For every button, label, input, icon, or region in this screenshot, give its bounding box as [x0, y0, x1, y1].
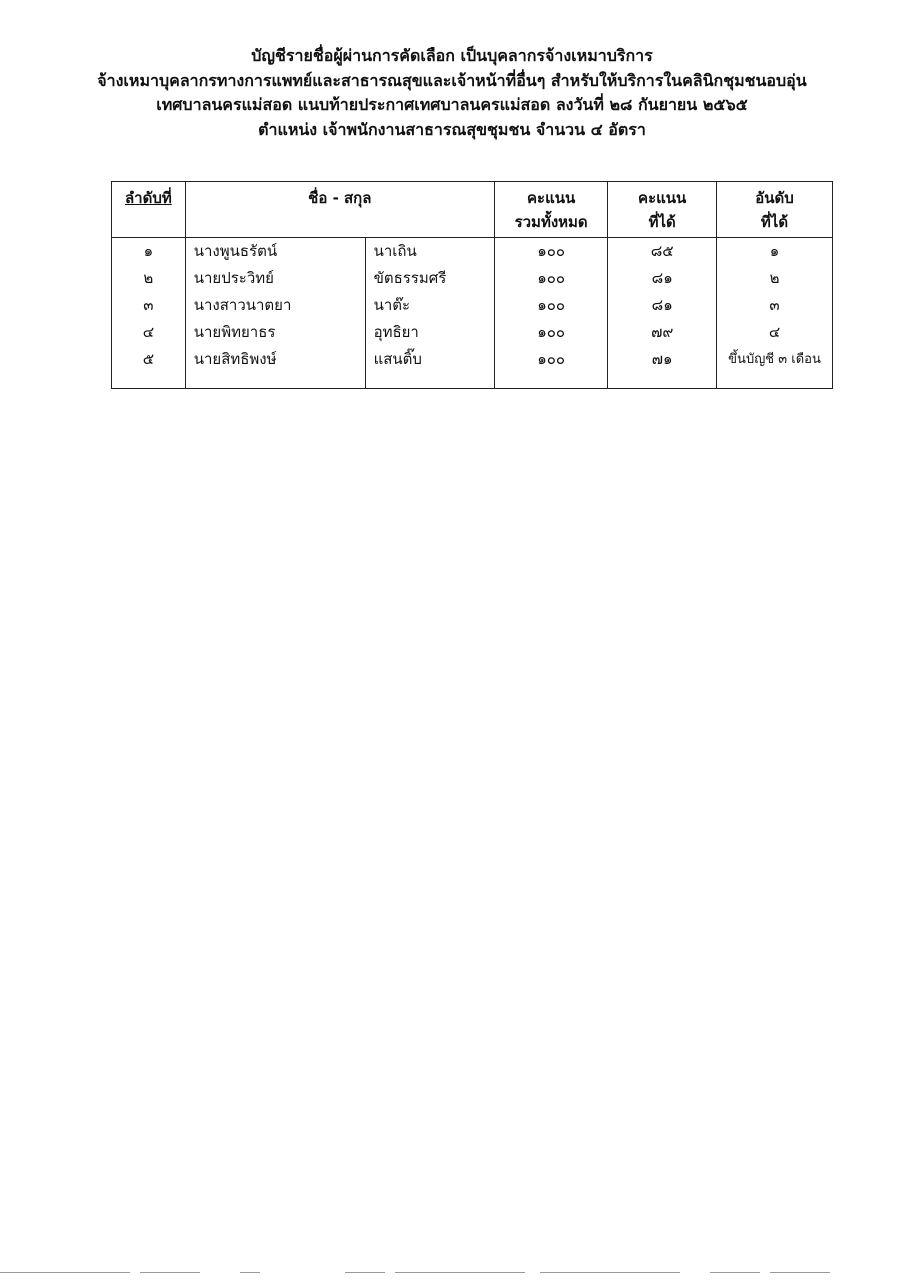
header-rank [717, 182, 833, 238]
spacer-cell [112, 373, 186, 389]
scan-mark [0, 1272, 130, 1273]
spacer-cell [365, 373, 494, 389]
cell-rank: ๒ [717, 265, 833, 292]
cell-no: ๑ [112, 238, 186, 266]
document-heading [0, 44, 904, 142]
header-no [112, 182, 186, 238]
cell-rank: ๑ [717, 238, 833, 266]
cell-rank: ๔ [717, 319, 833, 346]
cell-score: ๘๕ [608, 238, 717, 266]
cell-score: ๗๑ [608, 346, 717, 373]
scan-mark [140, 1272, 200, 1273]
spacer-cell [717, 373, 833, 389]
header-total-line1: คะแนน [526, 189, 576, 207]
cell-total: ๑๐๐ [494, 292, 607, 319]
cell-total: ๑๐๐ [494, 346, 607, 373]
header-name-label: ชื่อ - สกุล [308, 189, 372, 207]
header-rank-line2: ที่ได้ [760, 213, 789, 231]
cell-last-name: แสนติ๊บ [365, 346, 494, 373]
cell-total: ๑๐๐ [494, 265, 607, 292]
cell-score: ๘๑ [608, 292, 717, 319]
cell-score: ๘๑ [608, 265, 717, 292]
scan-footer-marks [0, 1272, 904, 1274]
header-score [608, 182, 717, 238]
heading-position: ตำแหน่ง เจ้าพนักงานสาธารณสุขชุมชน จำนวน ๔ อัตรา [258, 119, 646, 139]
heading-title: บัญชีรายชื่อผู้ผ่านการคัดเลือก เป็นบุคลากรจ้างเหมาบริการ [251, 46, 653, 65]
cell-first-name: นางสาวนาตยา [185, 292, 365, 319]
cell-first-name: นายประวิทย์ [185, 265, 365, 292]
cell-first-name: นายพิทยาธร [185, 319, 365, 346]
table-row [112, 346, 833, 373]
heading-reference: เทศบาลนครแม่สอด แนบท้ายประกาศเทศบาลนครแม่สอด ลงวันที่ ๒๘ กันยายน ๒๕๖๕ [156, 95, 748, 114]
table-bottom-spacer [112, 373, 833, 389]
scan-mark [345, 1272, 385, 1273]
results-table [111, 181, 833, 389]
cell-rank: ๓ [717, 292, 833, 319]
header-score-line1: คะแนน [638, 189, 687, 207]
table-row [112, 292, 833, 319]
table-header-row [112, 182, 833, 238]
scan-mark [540, 1272, 680, 1273]
header-name [185, 182, 494, 238]
spacer-cell [494, 373, 607, 389]
cell-no: ๔ [112, 319, 186, 346]
header-score-line2: ที่ได้ [648, 213, 676, 231]
spacer-cell [608, 373, 717, 389]
cell-last-name: นาเถิน [365, 238, 494, 266]
cell-score: ๗๙ [608, 319, 717, 346]
table-row [112, 319, 833, 346]
header-total [494, 182, 607, 238]
header-no-label: ลำดับที่ [124, 189, 172, 207]
header-rank-line1: อันดับ [755, 189, 794, 207]
spacer-cell [185, 373, 365, 389]
header-total-line2: รวมทั้งหมด [514, 213, 588, 231]
scan-mark [770, 1272, 830, 1273]
cell-first-name: นางพูนธรัตน์ [185, 238, 365, 266]
scan-mark [710, 1272, 760, 1273]
cell-last-name: อุทธิยา [365, 319, 494, 346]
cell-total: ๑๐๐ [494, 319, 607, 346]
table-row [112, 238, 833, 266]
cell-no: ๕ [112, 346, 186, 373]
scan-mark [240, 1272, 260, 1273]
cell-rank: ขึ้นบัญชี ๓ เดือน [717, 346, 833, 373]
cell-last-name: ขัตธรรมศรี [365, 265, 494, 292]
cell-no: ๓ [112, 292, 186, 319]
cell-first-name: นายสิทธิพงษ์ [185, 346, 365, 373]
heading-subtitle: จ้างเหมาบุคลากรทางการแพทย์และสาธารณสุขและเจ้าหน้าที่อื่นๆ สำหรับให้บริการในคลินิกชุมชนอบอุ่น [97, 70, 807, 90]
cell-no: ๒ [112, 265, 186, 292]
cell-total: ๑๐๐ [494, 238, 607, 266]
table-row [112, 265, 833, 292]
cell-last-name: นาต๊ะ [365, 292, 494, 319]
scan-mark [395, 1272, 525, 1273]
